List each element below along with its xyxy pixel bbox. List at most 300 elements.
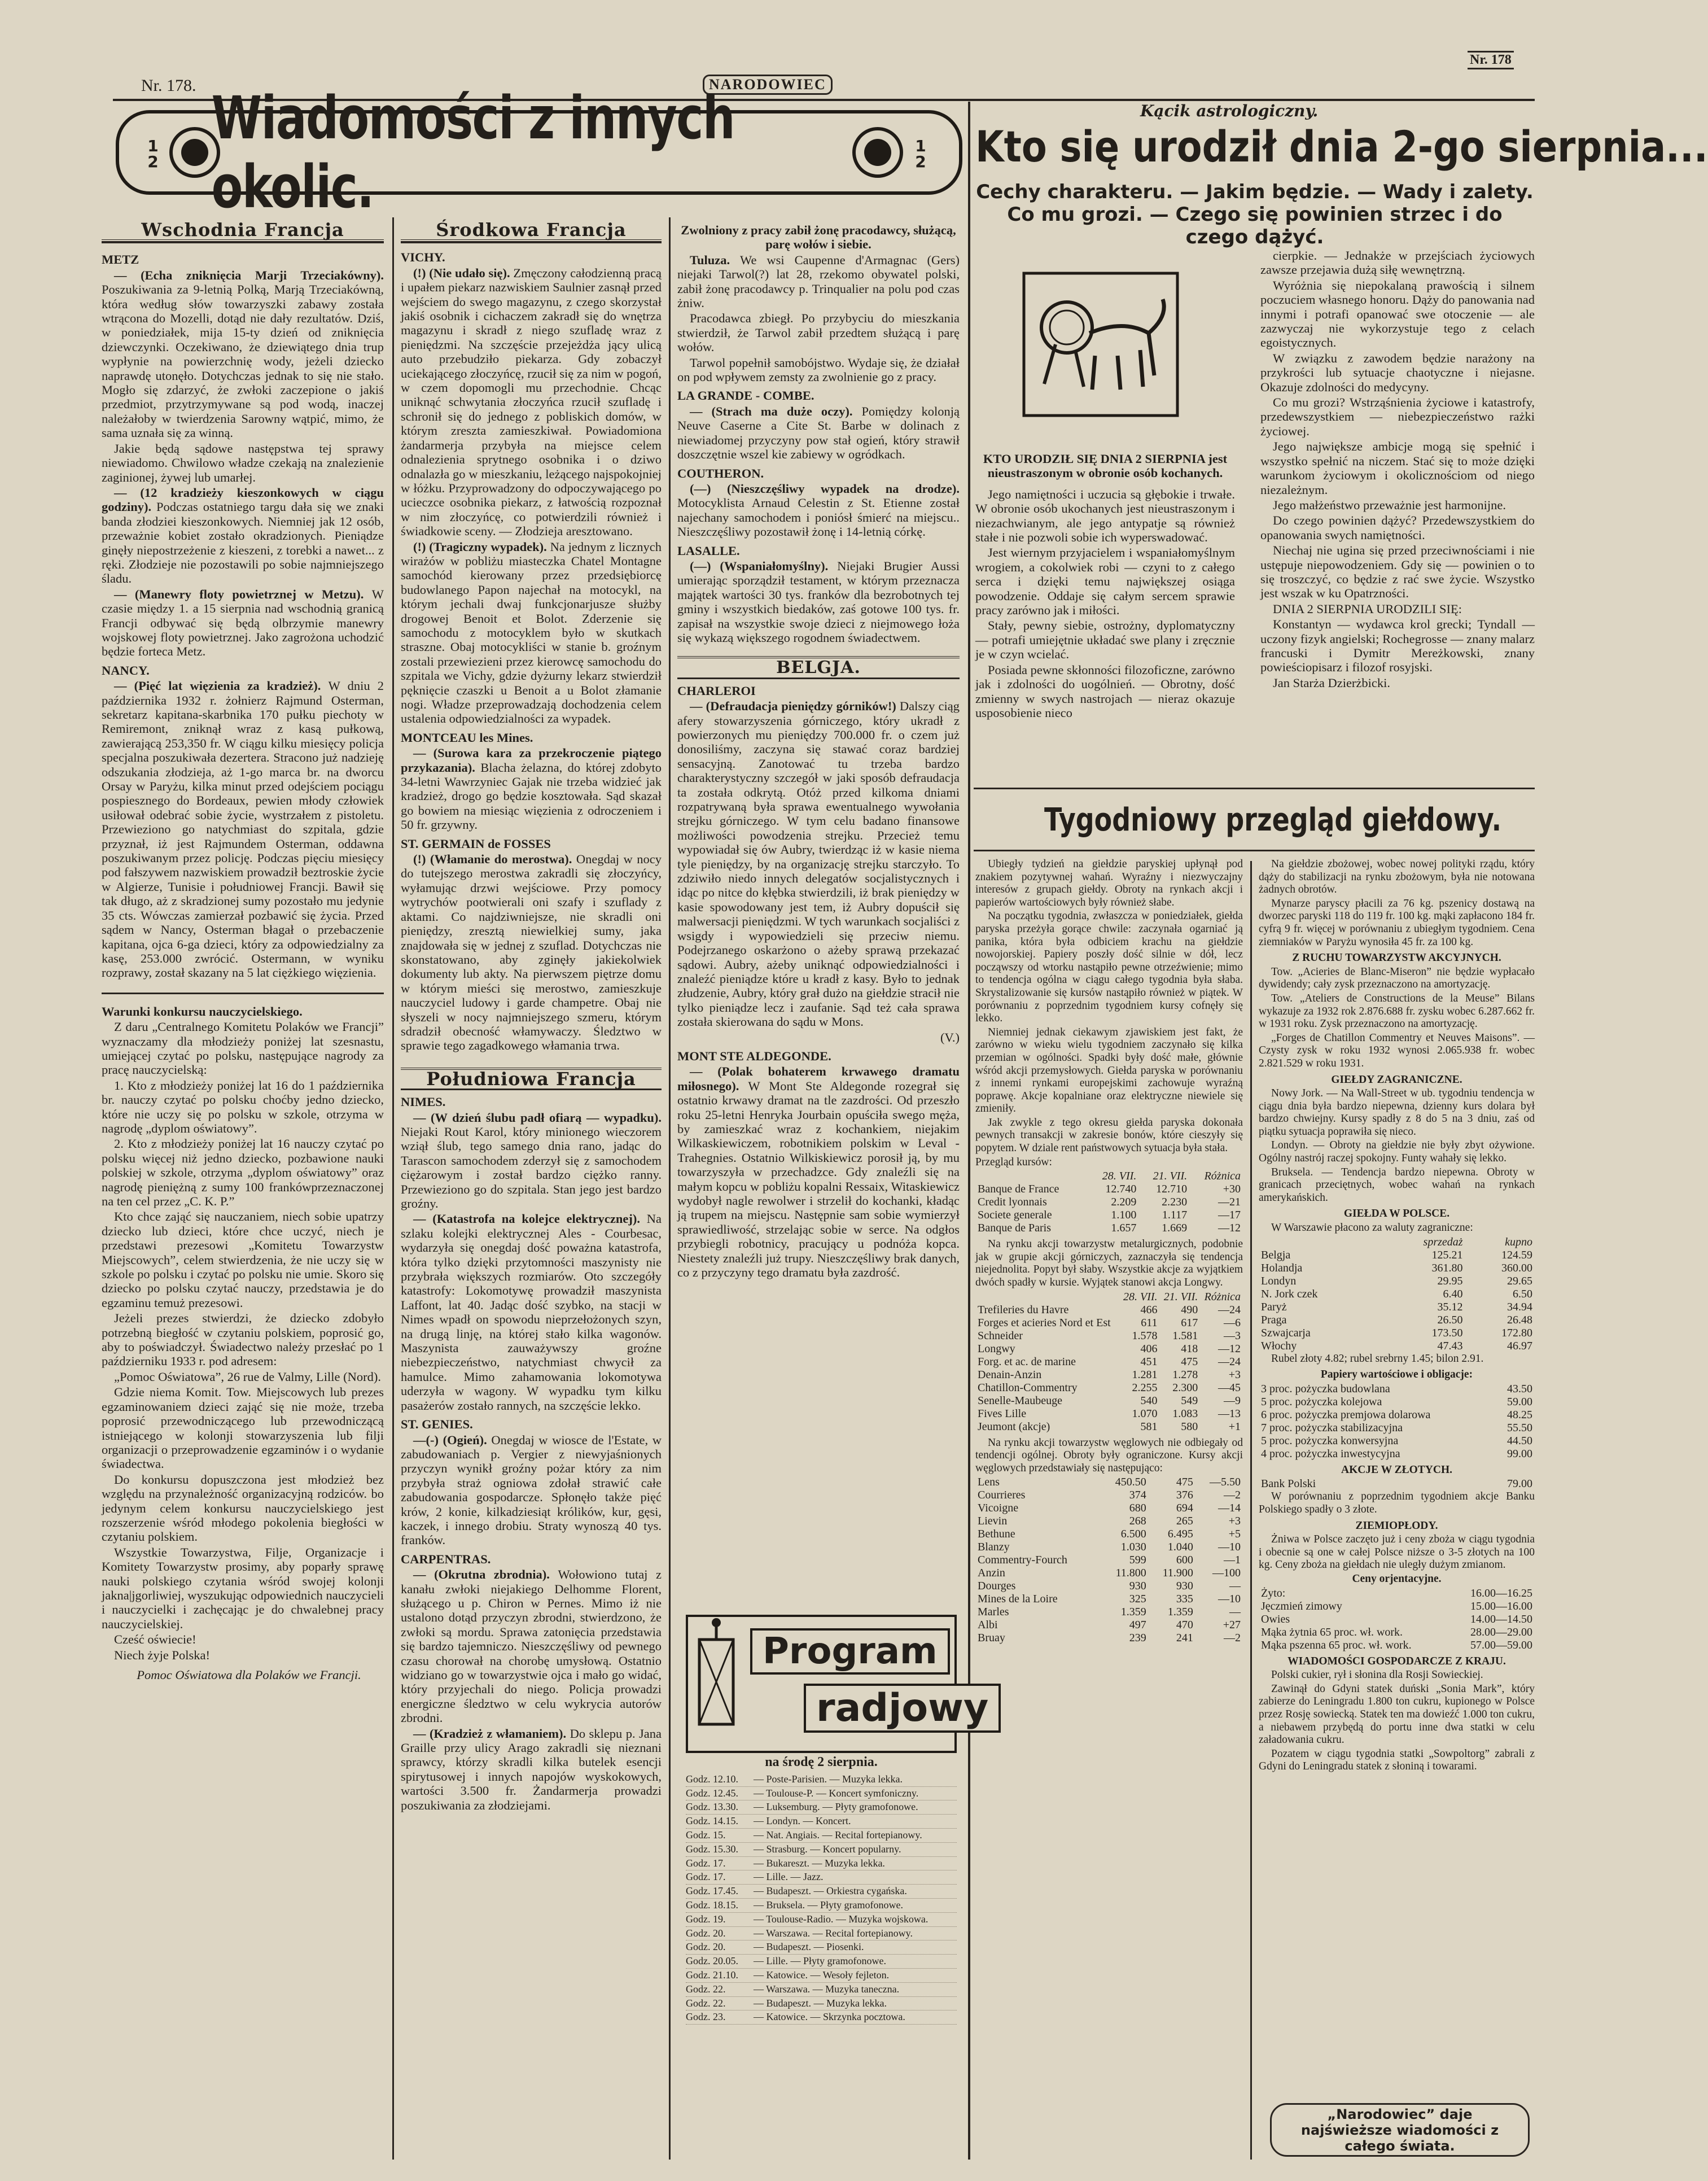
table-cell: Belgja <box>1261 1248 1291 1261</box>
notice-paragraph: Cześć oświecie! <box>114 1632 196 1647</box>
table-cell: 470 <box>1176 1619 1193 1632</box>
table-cell: Chatillon-Commentry <box>978 1381 1078 1394</box>
crops-paragraph: Żniwa w Polsce zaczęto już i ceny zboża w ciągu tygodnia i obecnie są one w całej Polsce niższe o 3-5 złotych na 100 kg. Ceny zboża na giełdach nie uległy dużym zmianom. <box>1259 1533 1535 1571</box>
table-cell: 12.710 <box>1156 1183 1188 1196</box>
table-cell: 55.50 <box>1507 1421 1532 1434</box>
table-row <box>1259 1396 1535 1409</box>
place-heading: LASALLE. <box>677 543 740 558</box>
foreign-paragraph: Nowy Jork. — Na Wall-Street w ub. tygodniu tendencja w ciągu dnia była bardzo niepewna, dzienny kurs dolara był bardzo chwiejny. Kursy spadły z 8 do 5 na 3 dniu, zaś od piątku sytuacja poprawiła się nieco. <box>1259 1087 1535 1138</box>
teacher-contest-notice <box>102 1020 384 1662</box>
radio-time: Godz. 20. <box>686 1941 726 1953</box>
radio-date: na środę 2 sierpnia. <box>765 1755 878 1769</box>
ad-text: „Narodowiec” daje najświeższe wiadomości z całego świata. <box>1300 2106 1499 2154</box>
table-cell: 1.281 <box>1132 1368 1158 1381</box>
radio-station: — Luksemburg. — Płyty gramofonowe. <box>754 1801 918 1813</box>
table-cell: 43.50 <box>1507 1382 1532 1395</box>
table-row <box>975 1593 1243 1606</box>
article-lead: — (W dzień ślubu padł ofiarą — wypadku). <box>413 1110 662 1125</box>
table-cell: Lievin <box>978 1515 1008 1528</box>
table-row <box>975 1476 1243 1489</box>
table-cell: Holandja <box>1261 1261 1303 1274</box>
stock-p1: Ubiegły tydzień na giełdzie paryskiej upłynął pod znakiem pozytywnej wahań. Wyraźny i niezwyczajny interesów z grupach giełdy. Obroty na rynkach akcji i papierów wartościowych były również słabe. <box>975 858 1243 908</box>
table-cell: 29.95 <box>1437 1274 1463 1287</box>
place-heading: MONT STE ALDEGONDE. <box>677 1048 831 1063</box>
table-cell: 466 <box>1140 1303 1158 1316</box>
radio-station: — Toulouse-P. — Koncert symfoniczny. <box>754 1787 919 1799</box>
table-cell: Albi <box>978 1619 998 1632</box>
table-cell: —100 <box>1212 1567 1241 1580</box>
article-paragraph: — (Strach ma duże oczy). Pomiędzy kolonją Neuve Caserne a Cite St. Barbe w dolinach z niewiadomej przyczyny pow stał ogień, który strawił doszczętnie wszel kie zabiewy w ogródkach. <box>677 404 960 462</box>
radio-row <box>686 1997 957 2011</box>
misc-articles <box>677 223 960 645</box>
notice-paragraph: Niech żyje Polska! <box>114 1647 210 1662</box>
economy-paragraphs <box>1259 1669 1535 1773</box>
astrology-left <box>975 452 1235 779</box>
article-paragraph: — (Katastrofa na kolejce elektrycznej). Na szlaku kolejki elektrycznej Ales - Courbesac, wydarzyła się onegdaj dość poważna katastrofa, która tylko dzięki przytomności maszynisty nie przybrała większych rozmiarów. Oto szczegóły katastrofy: Lokomotywę prowadził maszynista Laffont, lat 40. Jadąc dość szybko, na stacji w Nimes wpadł on spowodu nieprzełożonych szyn, na drugą linję, na której stało kilka wagonów. Maszynista zauważywszy groźne niebezpieczeństwo, natychmiast chwycił za hamulce. Mimo zahamowania lokomotywa uderzyła w wagony. W wypadku tym kilku pasażerów zostało rannych, na szczęście lekko. <box>401 1212 662 1413</box>
table-cell: +5 <box>1228 1528 1241 1541</box>
table-cell: Forges et acieries Nord et Est <box>978 1316 1111 1329</box>
article-lead: — (12 kradzieży kieszonkowych w ciągu godziny). <box>102 485 384 514</box>
table-cell: Bank Polski <box>1261 1478 1316 1491</box>
table-cell: 930 <box>1176 1580 1193 1593</box>
table-cell: —10 <box>1218 1541 1241 1554</box>
zloty-table <box>1259 1478 1535 1491</box>
stock-p6: Na rynku akcji towarzystw węglowych nie odbiegały od tendencji ogólnej. Obroty były ograniczone. Kursy akcji węglowych przedstawiały się następująco: <box>975 1436 1243 1474</box>
radio-row <box>686 1773 957 1787</box>
table-cell: 680 <box>1129 1502 1146 1515</box>
table-row <box>1259 1262 1535 1275</box>
radio-title-1: Program <box>750 1628 950 1675</box>
table-cell: 617 <box>1181 1316 1198 1329</box>
article-lead: — (Defraudacja pieniędzy górników!) <box>690 699 900 714</box>
table-cell: Schneider <box>978 1329 1023 1342</box>
table-cell: 450.50 <box>1115 1476 1146 1489</box>
astrology-title: Kto się urodził dnia 2-go sierpnia... <box>975 121 1708 172</box>
page-number-right: Nr. 178 <box>1468 51 1514 69</box>
table-header-cell <box>1259 1236 1379 1249</box>
banner-title: Wiadomości z innych okolic. <box>211 84 735 221</box>
table-cell: 540 <box>1140 1394 1158 1407</box>
table-cell: —24 <box>1218 1355 1241 1368</box>
article-lead: (—) (Nieszczęśliwy wypadek na drodze). <box>690 481 960 496</box>
table-row <box>975 1502 1243 1515</box>
table-header-row <box>975 1291 1243 1304</box>
radio-row <box>686 1800 957 1815</box>
table-cell: 7 proc. pożyczka stabilizacyjna <box>1261 1421 1403 1434</box>
table-row <box>975 1554 1243 1567</box>
table-cell: 29.65 <box>1507 1274 1532 1287</box>
bank-stocks-table <box>975 1170 1243 1235</box>
table-row <box>1259 1314 1535 1327</box>
radio-time: Godz. 12.10. <box>686 1773 738 1785</box>
market-paragraph: Mynarze paryscy płacili za 76 kg. pszenicy dostawą na dworzec paryski 118 do 119 fr. 100 kg. mąki zapłacono 184 fr. cyfrą 9 fr. więcej w porównaniu z ubiegłym tygodniem. Cena ziemniaków w Paryżu wynosiła 45 fr. za 100 kg. <box>1259 897 1535 948</box>
table-cell: +3 <box>1228 1515 1241 1528</box>
table-cell: 12.740 <box>1105 1183 1137 1196</box>
table-cell: 57.00—59.00 <box>1470 1638 1532 1651</box>
astrology-paragraph: DNIA 2 SIERPNIA URODZILI SIĘ: <box>1273 601 1462 616</box>
astrology-paragraph: Wyróżnia się niepokalaną prawością i silnem poczuciem własnego honoru. Dąży do panowania nad innymi i potrafi opanować swe otoczenie — ale zazwyczaj nie wykorzystuje tego z celach egoistycznych. <box>1260 278 1535 350</box>
table-row <box>1259 1275 1535 1288</box>
stock-review-title: Tygodniowy przegląd giełdowy. <box>1044 802 1502 838</box>
economy-paragraph: Pozatem w ciągu tygodnia statki „Sowpoltorg” zabrali z Gdyni do Leningradu statek z słoniną i towarami. <box>1259 1747 1535 1773</box>
astrology-bottom-rule <box>974 788 1535 789</box>
table-cell: Societe generale <box>978 1209 1052 1222</box>
table-cell: 6.50 <box>1513 1287 1532 1300</box>
table-cell: Lens <box>978 1476 1000 1489</box>
table-cell: Banque de France <box>978 1183 1059 1196</box>
table-cell: +27 <box>1223 1619 1241 1632</box>
article-paragraph: (!) (Nie udało się). Zmęczony całodzienną pracą i upałem piekarz nazwiskiem Saulnier zasnął przed wejściem do swego magazynu, z czego skorzystał jakiś osobnik i cichaczem zakradł się do wnętrza magazynu i skradł z niego szufladę wraz z pieniędzmi. Na szczęście przejeżdża jący ulicą auto przebudziło piekarza. Gdy zobaczył uciekającego złoczyńcę, rzucił się za nim w pogoń, w czem dopomogli mu przechodnie. Chcąc uniknąć schwytania złoczyńca rzucił szufladę i schronił się do jednego z pobliskich domów, w którym zreszta zamieszkiwał. Powiadomiona żandarmerja przybyła na miejsce celem odnalezienia sprytnego osobnika i o dziwo odnalazła go w mieszkaniu, leżącego najspokojniej w łóżku. Przyprowadzony do odpoczywającego po ucieczce osobnika piekarz, z łatwością rozpoznał w nim złoczyńcę, co potwierdzili również i świadkowie sceny. — Złodzieja aresztowano. <box>401 265 662 539</box>
table-cell: —3 <box>1224 1329 1241 1342</box>
radio-time: Godz. 23. <box>686 2011 726 2023</box>
article-paragraph: — (Okrutna zbrodnia). Wołowiono tutaj z kanału zwłoki niejakiego Delhomme Florent, służącego u p. Chiron w Pernes. Mimo iż nie ustalono dotąd przyczyn zbrodni, stwierdzono, że zwłoki są mordu. Sprawa zatonięcia przedstawia się bardzo tajemniczo. Nieszczęśliwy od pewnego czasu chorował na chorobę umysłową. Ostatnio widziano go w towarzystwie ojca i mało go widać, który przyjechali do niego. Policja prowadzi energiczne śledztwo w celu wykrycia autorów zbrodni. <box>401 1567 662 1725</box>
astrology-paragraph: Co mu grozi? Wstrząśnienia życiowe i katastrofy, przedewszystkiem — niebezpieczeństwo rażki życiowej. <box>1260 395 1535 438</box>
table-row <box>975 1356 1243 1369</box>
leo-zodiac-icon <box>1022 271 1180 418</box>
table-cell: 1.669 <box>1162 1222 1188 1235</box>
astrology-paragraph: cierpkie. — Jednakże w przejściach życiowych zawsze przejawia dużą siłę wewnętrzną. <box>1260 248 1535 277</box>
table-cell: —2 <box>1224 1632 1241 1645</box>
table-row <box>1259 1613 1535 1626</box>
bonds-table <box>1259 1383 1535 1461</box>
table-cell: Mąka żytnia 65 proc. wł. work. <box>1261 1625 1403 1638</box>
table-cell: 611 <box>1141 1316 1158 1329</box>
zloty-heading: AKCJE W ZŁOTYCH. <box>1341 1463 1453 1476</box>
table-header-cell: 28. VII. <box>1102 1170 1137 1183</box>
table-cell: 6.495 <box>1167 1528 1193 1541</box>
table-cell: Żyto: <box>1261 1586 1286 1599</box>
coal-stocks-table <box>975 1476 1243 1645</box>
table-cell: +3 <box>1228 1368 1241 1381</box>
article-paragraph: Jakie będą sądowe następstwa tej sprawy niewiadomo. Chwilowo władze czekają na znalezienie zaginionej, żywej lub umarłej. <box>102 441 384 484</box>
place-heading: VICHY. <box>401 250 445 265</box>
table-cell: 48.25 <box>1507 1408 1532 1421</box>
table-row <box>975 1369 1243 1382</box>
place-heading: METZ <box>102 252 139 267</box>
place-heading: MONTCEAU les Mines. <box>401 730 533 745</box>
table-cell: 15.00—16.00 <box>1470 1599 1532 1612</box>
table-cell: 11.800 <box>1115 1567 1146 1580</box>
radio-station: — Bruksela. — Płyty gramofonowe. <box>754 1899 903 1911</box>
table-row <box>1259 1340 1535 1353</box>
table-cell: 497 <box>1129 1619 1146 1632</box>
table-cell: Senelle-Maubeuge <box>978 1394 1062 1407</box>
article-lead: —(-) (Ogień). <box>413 1432 492 1447</box>
radio-time: Godz. 20. <box>686 1927 726 1939</box>
table-cell: 406 <box>1140 1342 1158 1355</box>
radio-time: Godz. 22. <box>686 1997 726 2009</box>
table-row <box>1259 1435 1535 1448</box>
table-cell: —24 <box>1218 1303 1241 1316</box>
table-cell: —6 <box>1224 1316 1241 1329</box>
section-divider <box>677 656 960 679</box>
table-cell: Bethune <box>978 1528 1015 1541</box>
article-paragraph: Tarwol popełnił samobójstwo. Wydaje się, że działał on pod wpływem zemsty za zwolnienie go z pracy. <box>677 355 960 384</box>
table-cell: 6.500 <box>1120 1528 1146 1541</box>
table-cell: 694 <box>1176 1502 1193 1515</box>
section-south-france: Południowa Francja <box>426 1068 636 1090</box>
article-paragraph: — (W dzień ślubu padł ofiarą — wypadku). Niejaki Rout Karol, który minionego wieczorem wziął ślub, tego samego dnia rano, jadąc do Tarascon samochodem zderzył się z samochodem ciężarowym i został bardzo ciężko ranny. Przewieziono go do szpitala. Stan jego jest bardzo groźny. <box>401 1110 662 1210</box>
table-row <box>975 1528 1243 1541</box>
table-cell: Praga <box>1261 1313 1287 1326</box>
table-cell: — <box>1229 1606 1241 1619</box>
table-cell: 1.581 <box>1172 1329 1198 1342</box>
article-lead: (—) (Wspaniałomyślny). <box>690 558 838 573</box>
section-central-france: Środkowa Francja <box>436 219 627 241</box>
table-header-cell <box>975 1291 1119 1304</box>
table-row <box>975 1515 1243 1528</box>
prices-table <box>1259 1587 1535 1652</box>
table-cell: 599 <box>1129 1554 1146 1567</box>
radio-time: Godz. 17.45. <box>686 1885 738 1897</box>
radio-station: — Strasburg. — Koncert popularny. <box>754 1843 901 1855</box>
table-cell: Forg. et ac. de marine <box>978 1355 1076 1368</box>
stock-p5: Na rynku akcji towarzystw metalurgicznych, podobnie jak w grupie akcji górniczych, zaznaczyła się tendencja niejednolita. Popyt był słaby. Wszystkie akcje za wyjątkiem dwóch spadły w kursie. Wyjątek stanowi akcja Longwy. <box>975 1238 1243 1289</box>
table-cell: Vicoigne <box>978 1502 1019 1515</box>
place-heading: ST. GENIES. <box>401 1417 473 1432</box>
column-central-france <box>401 219 662 2160</box>
radio-row <box>686 1815 957 1829</box>
table-cell: 475 <box>1181 1355 1198 1368</box>
column-stock <box>975 858 1243 2157</box>
article-paragraph: (!) (Włamanie do merostwa). Onegdaj w nocy do tutejszego merostwa zakradli się złoczyńcy, wyłamując drzwi wejściowe. Przy pomocy wytrychów pootwierali oni szafy i szuflady z aktami. Co najdziwniejsze, nie skradli oni pieniędzy, zresztą niewielkiej sumy, jaka znajdowała się w jednej z szuflad. Dotychczas nie skonstatowano, aby zginęły jakiekolwiek dokumenty lub akty. Na pierwszem piętrze domu w którym mieści się merostwo, zamieszkuje nauczyciel ludowy i garde champetre. Obaj nie słyszeli w nocy najmniejszego szmeru, którym sdradził obecność włamywaczy. Śledztwo w sprawie tego zagadkowego włamania trwa. <box>401 852 662 1053</box>
table-cell: 11.900 <box>1162 1567 1193 1580</box>
article-lead: (!) (Nie udało się). <box>413 265 514 280</box>
table-cell: Mąka pszenna 65 proc. wł. work. <box>1261 1638 1412 1651</box>
radio-time: Godz. 17. <box>686 1871 726 1883</box>
radio-station: — Bukareszt. — Muzyka lekka. <box>754 1857 885 1869</box>
stock-title-rule <box>974 850 1535 851</box>
table-cell: Jeumont (akcje) <box>978 1420 1050 1433</box>
table-header-cell: 28. VII. <box>1123 1290 1158 1303</box>
table-cell: 451 <box>1140 1355 1158 1368</box>
table-row <box>1259 1383 1535 1396</box>
table-cell: 14.00—14.50 <box>1470 1612 1532 1625</box>
table-cell: 549 <box>1181 1394 1198 1407</box>
table-header-cell: Różnica <box>1204 1290 1241 1303</box>
table-header-cell: Różnica <box>1204 1170 1241 1183</box>
table-row <box>975 1632 1243 1645</box>
currency-table <box>1259 1236 1535 1353</box>
table-cell: 1.657 <box>1111 1222 1137 1235</box>
article-lead: — (Pięć lat więzienia za kradzież). <box>114 679 329 693</box>
table-cell: 35.12 <box>1437 1300 1463 1313</box>
banner-number-left: 12 <box>147 137 159 171</box>
company-paragraph: Tow. „Ateliers de Constructions de la Meuse” Bilans wykazuje za 1932 rok 2.876.688 fr. zysku wobec 6.287.662 fr. w 1931 roku. Zysk przeznaczono na amortyzację. <box>1259 992 1535 1030</box>
radio-rows <box>686 1773 957 2025</box>
table-row <box>975 1541 1243 1554</box>
radio-station: — Londyn. — Koncert. <box>754 1815 851 1827</box>
economy-paragraph: Polski cukier, rył i słonina dla Rosji Sowieckiej. <box>1271 1669 1483 1681</box>
astrology-right <box>1260 248 1535 779</box>
table-cell: 581 <box>1140 1420 1158 1433</box>
table-row <box>975 1304 1243 1317</box>
table-cell: 265 <box>1176 1515 1193 1528</box>
table-row <box>1259 1639 1535 1652</box>
astrology-paragraph: Do czego powinien dążyć? Przedewszystkiem do opanowania swych namiętności. <box>1260 513 1535 542</box>
table-cell: Paryż <box>1261 1300 1287 1313</box>
astrology-paragraph: Jego namiętności i uczucia są głębokie i trwałe. W obronie osób ukochanych jest nieustraszonym i niezachwianym, ale jego antypatje są również stałe i nie pozwoli sobie ich wyperswadować. <box>975 487 1235 545</box>
table-row <box>1259 1626 1535 1639</box>
grain-paragraphs <box>1259 858 1535 949</box>
radio-row <box>686 1885 957 1899</box>
economy-heading: WIADOMOŚCI GOSPODARCZE Z KRAJU. <box>1287 1655 1506 1667</box>
table-cell: —13 <box>1218 1407 1241 1420</box>
table-cell: Blanzy <box>978 1541 1010 1554</box>
radio-station: — Budapeszt. — Piosenki. <box>754 1941 864 1953</box>
table-cell: Jęczmień zimowy <box>1261 1599 1342 1612</box>
table-cell: Courrieres <box>978 1489 1026 1502</box>
table-cell: —1 <box>1224 1554 1241 1567</box>
column-rule-1 <box>392 217 394 2160</box>
narodowiec-ad <box>1270 2103 1530 2157</box>
table-cell: Credit lyonnais <box>978 1196 1047 1209</box>
table-cell: 44.50 <box>1507 1434 1532 1447</box>
radio-time: Godz. 22. <box>686 1983 726 1995</box>
astrology-paragraph: Jest wiernym przyjacielem i wspaniałomyślnym wrogiem, a cokolwiek robi — czyni to z całego serca i dzięki temu największej osiąga powodzenie. Oddaje się całym sercem sprawie pracy zarówno jak i miłości. <box>975 545 1235 618</box>
table-cell: 2.255 <box>1132 1381 1158 1394</box>
table-cell: 1.578 <box>1132 1329 1158 1342</box>
column-east-france <box>102 219 384 2160</box>
table-cell: 5 proc. pożyczka kolejowa <box>1261 1395 1382 1408</box>
table-row <box>1259 1288 1535 1301</box>
table-cell: 2.230 <box>1162 1196 1188 1209</box>
radio-time: Godz. 18.15. <box>686 1899 738 1911</box>
radio-time: Godz. 20.05. <box>686 1955 738 1967</box>
radio-station: — Lille. — Płyty gramofonowe. <box>754 1955 886 1967</box>
table-row <box>975 1489 1243 1502</box>
article-paragraph: (—) (Nieszczęśliwy wypadek na drodze). Motocyklista Arnaud Celestin z St. Etienne został najechany samochodem i poniósł śmierć na miejscu.. Nieszczęśliwy pozostawił żonę i 14-letnią córkę. <box>677 481 960 539</box>
east-france-articles <box>102 252 384 980</box>
table-cell: —14 <box>1218 1502 1241 1515</box>
radio-station: — Warszawa. — Muzyka taneczna. <box>754 1983 900 1995</box>
table-row <box>975 1382 1243 1395</box>
article-paragraph: — (Kradzież z włamaniem). Do sklepu p. Jana Graille przy ulicy Arago zakradli się nieznani sprawcy, którzy skradli kilka butelek esencji spirytusowej i innych napojów wyskokowych, wartości 3.500 fr. Żandarmerja prowadzi poszukiwania za złodziejami. <box>401 1726 662 1812</box>
table-cell: Londyn <box>1261 1274 1297 1287</box>
prices-heading: Ceny orjentacyjne. <box>1352 1572 1442 1585</box>
radio-title-2: radjowy <box>804 1684 1001 1733</box>
table-cell: 26.48 <box>1507 1313 1532 1326</box>
place-heading: NIMES. <box>401 1095 446 1109</box>
stock-p4: Jak zwykle z tego okresu giełda paryska dokonała pewnych transakcji w zakresie bonów, które cieszyły się popytem. W dziale rent państwowych sytuacja była stała. <box>975 1116 1243 1155</box>
table-cell: 173.50 <box>1431 1326 1463 1339</box>
article-paragraph: —(-) (Ogień). Onegdaj w wiosce de l'Estate, w zabudowaniach p. Vergier z niewyjaśnionych przyczyn wynikł groźny pożar który za nim przybyła straż ogniowa zdołał strawić całe zabudowania gospodarcze. Spłonęło także pięć krów, 2 konie, kilkadziesiąt królików, kur, gęsi, kaczek, i innego drobiu. Straty wynoszą 40 tys. franków. <box>401 1432 662 1548</box>
table-cell: 124.59 <box>1501 1248 1532 1261</box>
article-paragraph: (!) (Tragiczny wypadek). Na jednym z licznych wirażów w pobliżu miasteczka Chatel Montagne samochód kierowany przez przedsiębiorcę budowlanego Papon najechał na motocykl, na którym jechali dwaj funkcjonarjusze służby drogowej Benoit et Bolot. Zderzenie się samochodu z motocyklem było w skutkach straszne. Obaj motocykliści w stanie b. groźnym zostali przewiezieni przez kierowcę samochodu do szpitala we Vichy, gdzie dyżurny lekarz stwierdził pęknięcie czaszki u Benoit a u Bolot złamanie nogi. Władze przeprowadzają dochodzenia celem ustalenia odpowiedzialności za wypadek. <box>401 539 662 726</box>
table-row <box>975 1421 1243 1433</box>
company-paragraph: Tow. „Acieries de Blanc-Miseron” nie będzie wypłacało dywidendy; cały zysk przeznaczono na amortyzację. <box>1259 965 1535 991</box>
radio-row <box>686 1983 957 1997</box>
table-cell: 172.80 <box>1501 1326 1532 1339</box>
article-paragraph: — (12 kradzieży kieszonkowych w ciągu godziny). Podczas ostatniego targu dała się we znaki banda złodziei kieszonkowych. Niemniej jak 12 osób, przeważnie kobiet zostało okradzionych. Pieniądze ginęły niepostrzeżenie z kieszeni, z torebki a nawet... z ręki. Złodzieje nie pozostawili po sobie najmniejszego śladu. <box>102 485 384 586</box>
table-cell: 1.117 <box>1162 1209 1188 1222</box>
table-cell: 6 proc. pożyczka premjowa dolarowa <box>1261 1408 1431 1421</box>
radio-row <box>686 1857 957 1871</box>
table-header-cell: kupno <box>1505 1235 1532 1248</box>
astrology-paragraph: Jan Starża Dzierżbicki. <box>1273 675 1391 690</box>
poland-intro: W Warszawie płacono za waluty zagraniczne: <box>1271 1222 1473 1234</box>
article-lead: — (Polak bohaterem krwawego dramatu miłosnego). <box>677 1064 960 1093</box>
table-cell: Denain-Anzin <box>978 1368 1042 1381</box>
notice-paragraph: Jeżeli prezes stwierdzi, że dziecko zdobyło potrzebną biegłość w czytaniu polskiem, poprosić go, aby to poświadczył. Świadectwo należy przesłać po 1 październiku 1933 r. pod adresem: <box>102 1311 384 1369</box>
table-row <box>975 1580 1243 1593</box>
table-row <box>1259 1249 1535 1262</box>
table-row <box>1259 1409 1535 1422</box>
radio-row <box>686 1927 957 1941</box>
table-header-row <box>1259 1236 1535 1249</box>
badge-left-icon <box>169 127 220 178</box>
table-row <box>1259 1301 1535 1314</box>
notice-signature: Pomoc Oświatowa dla Polaków we Francji. <box>137 1668 361 1682</box>
table-cell: Szwajcarja <box>1261 1326 1311 1339</box>
table-header-cell: 21. VII. <box>1153 1170 1188 1183</box>
table-cell: 241 <box>1176 1632 1193 1645</box>
table-cell: —10 <box>1218 1593 1241 1606</box>
table-cell: +30 <box>1223 1183 1241 1196</box>
radio-station: — Katowice. — Skrzynka pocztowa. <box>754 2011 905 2023</box>
table-cell: 1.359 <box>1120 1606 1146 1619</box>
astrology-paragraph: Stały, pewny siebie, ostrożny, dyplomatyczny — potrafi umiejętnie układać swe plany i zręcznie je w czyn wcielać. <box>975 618 1235 662</box>
article-paragraph: — (Defraudacja pieniędzy górników!) Dalszy ciąg afery stowarzyszenia górniczego, który ukradł z powierzonych mu pieniędzy 700.000 fr. o czem już donosiliśmy, zaczyna się stawać coraz bardziej sensacyjną. Zanotować tu trzeba bardzo charakterystyczny szczegół w jaki sposób defraudacja ta została odkrytą. Otóż przed kilkoma dniami rozpatrywaną była sprawa ewentualnego wywołania strejku górniczego. W tym celu badano finansowe możliwości powodzenia strejku. Przecież temu wypowiadał się ów Aubry, twierdząc iż w kasie niema tyle pieniędzy, by na organizację strejku starczyło. To zdziwiło niedo innych delegatów socjalistycznych i idąc po nitce do kłębka stwierdzili, iż brak pieniędzy w kasie spowodowany jest tem, iż Aubry dopuścił się malwersacji pieniędzmi. W tych warunkach socjaliści z wsigdy i wypowiedzieli się przeciw niemu. Podejrzanego oskarżono o ażeby sprawą przekazać sądowi. Aubry, ażeby uniknąć odpowiedzialności i znaleźć pieniądze które u kradł z kasy. Było to jednak złudzenie, Aubry, który grał dużo na giełdzie stracił nie tylko pieniądze lecz i zaufanie. Sąd też cała sprawa została skierowana do sądu w Mons. <box>677 699 960 1029</box>
metal-stocks-table <box>975 1291 1243 1433</box>
radio-station: — Poste-Parisien. — Muzyka lekka. <box>754 1773 903 1785</box>
article-paragraph: — (Surowa kara za przekroczenie piątego przykazania). Blacha żelazna, do której zdobyto 34-letni Wawrzyniec Gajak nie trzeba widzieć jak kradzież, drogo go będzie kosztowała. Sąd skazał go bowiem na miesiąc więzienia z odroczeniem i 50 fr. grzywny. <box>401 746 662 832</box>
foreign-paragraph: Londyn. — Obroty na giełdzie nie były zbyt ożywione. Ogólny nastrój raczej spokojny. Funty wahały się lekko. <box>1259 1139 1535 1165</box>
table-cell: —2 <box>1224 1489 1241 1502</box>
central-france-articles <box>401 250 662 1052</box>
section-east-france: Wschodnia Francja <box>141 219 344 241</box>
radio-row <box>686 1955 957 1969</box>
article-signature: (V.) <box>940 1030 960 1044</box>
place-heading: NANCY. <box>102 663 150 678</box>
table-cell: 59.00 <box>1507 1395 1532 1408</box>
radio-row <box>686 2010 957 2025</box>
radio-time: Godz. 14.15. <box>686 1815 738 1827</box>
table-cell: 360.00 <box>1501 1261 1532 1274</box>
table-cell: 475 <box>1176 1476 1193 1489</box>
table-cell: 376 <box>1176 1489 1193 1502</box>
article-lead: — (Manewry floty powietrznej w Metzu). <box>114 587 372 601</box>
table-cell: 1.040 <box>1167 1541 1193 1554</box>
radio-station: — Katowice. — Wesoły fejleton. <box>754 1969 890 1981</box>
article-headline: Zwolniony z pracy zabił żonę pracodawcy, służącą, parę wołów i siebie. <box>681 223 956 252</box>
article-lead: Tuluza. <box>690 252 741 267</box>
radio-time: Godz. 15. <box>686 1829 726 1841</box>
table-cell: 3 proc. pożyczka budowlana <box>1261 1382 1390 1395</box>
badge-right-icon <box>852 127 903 178</box>
article-lead: — (Echa zniknięcia Marji Trzeciakówny). <box>114 268 384 282</box>
article-paragraph: Tuluza. We wsi Caupenne d'Armagnac (Gers) niejaki Tarwol(?) lat 28, rzekomo obywatel polski, zabił żonę pracodawcy p. Trinqualier na polu pod czas żniw. <box>677 252 960 311</box>
astrology-paragraph: Konstantyn — wydawca krol grecki; Tyndall — uczony fizyk angielski; Rochegrosse — znany malarz francuski i Dymitr Mereżkowski, znany powieściopisarz i filozof rosyjski. <box>1260 617 1535 675</box>
zloty-paragraph: W porównaniu z poprzednim tygodniem akcje Banku Polskiego spadły o 3 złote. <box>1259 1491 1535 1515</box>
table-cell: Commentry-Fourch <box>978 1554 1067 1567</box>
radio-row <box>686 1940 957 1955</box>
table-row <box>975 1183 1243 1196</box>
table-cell: 1.030 <box>1120 1541 1146 1554</box>
place-heading: COUTHERON. <box>677 466 764 480</box>
table-cell: 239 <box>1129 1632 1146 1645</box>
foreign-paragraphs <box>1259 1087 1535 1204</box>
bonds-heading: Papiery wartościowe i obligacje: <box>1320 1369 1473 1381</box>
table-cell: —5.50 <box>1210 1476 1241 1489</box>
table-cell: 1.070 <box>1132 1407 1158 1420</box>
column-misc <box>677 223 960 1609</box>
table-cell: 268 <box>1129 1515 1146 1528</box>
radio-station: — Budapeszt. — Orkiestra cygańska. <box>754 1885 907 1897</box>
table-cell: 1.083 <box>1172 1407 1198 1420</box>
column-market <box>1259 858 1535 2157</box>
table-row <box>975 1317 1243 1330</box>
